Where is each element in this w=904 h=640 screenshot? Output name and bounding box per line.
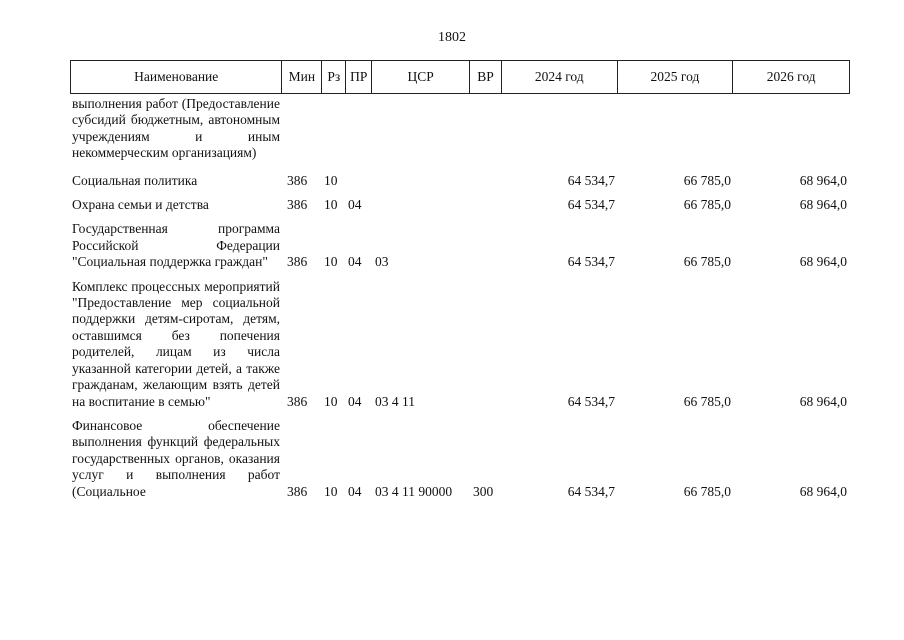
row-name: выполнения работ (Предоставление субсидий бюджетным, автономным учреждениям и иным некоммерческим организациям) — [72, 96, 280, 161]
table-row — [70, 96, 850, 162]
header-vr: ВР — [470, 61, 502, 93]
row-2025: 66 785,0 — [683, 172, 731, 188]
header-pr: ПР — [346, 61, 372, 93]
row-min: 386 — [287, 172, 308, 188]
row-min: 386 — [287, 254, 308, 270]
row-rz: 10 — [324, 197, 338, 213]
row-2026: 68 964,0 — [799, 197, 847, 213]
row-2026: 68 964,0 — [799, 172, 847, 188]
table-row — [70, 173, 850, 189]
header-min: Мин — [282, 61, 322, 93]
row-min: 386 — [287, 393, 308, 409]
header-name: Наименование — [71, 61, 282, 93]
row-2024: 64 534,7 — [567, 393, 615, 409]
row-vr: 300 — [473, 483, 494, 499]
row-2025: 66 785,0 — [683, 197, 731, 213]
table-row — [70, 197, 850, 213]
header-2024: 2024 год — [502, 61, 618, 93]
row-name: Комплекс процессных мероприятий "Предоставление мер социальной поддержки детям-сиротам, детям, оставшимся без попечения родителей, лицам из числа указанной категории детей, а также гражданам, желающим взять детей на воспитание в семью" — [72, 278, 280, 409]
row-2024: 64 534,7 — [567, 254, 615, 270]
row-2026: 68 964,0 — [799, 254, 847, 270]
table-row — [70, 221, 850, 270]
row-2024: 64 534,7 — [567, 483, 615, 499]
row-2024: 64 534,7 — [567, 197, 615, 213]
row-2024: 64 534,7 — [567, 172, 615, 188]
row-rz: 10 — [324, 172, 338, 188]
row-2026: 68 964,0 — [799, 483, 847, 499]
table-body — [70, 96, 850, 500]
row-min: 386 — [287, 197, 308, 213]
row-name: Государственная программа Российской Федерации "Социальная поддержка граждан" — [72, 221, 280, 270]
row-pr: 04 — [348, 483, 362, 499]
row-pr: 04 — [348, 393, 362, 409]
header-rz: Рз — [322, 61, 346, 93]
row-pr: 04 — [348, 254, 362, 270]
row-name: Охрана семьи и детства — [72, 197, 209, 213]
table-row — [70, 279, 850, 410]
header-2025: 2025 год — [618, 61, 734, 93]
row-2025: 66 785,0 — [683, 483, 731, 499]
row-rz: 10 — [324, 393, 338, 409]
table-row — [70, 418, 850, 500]
row-name: Финансовое обеспечение выполнения функций федеральных государственных органов, оказания услуг и выполнения работ (Социальное — [72, 417, 280, 499]
row-name: Социальная политика — [72, 172, 198, 188]
header-2026: 2026 год — [766, 69, 816, 84]
header-csr: ЦСР — [372, 61, 470, 93]
table-header — [70, 60, 850, 94]
row-pr: 04 — [348, 197, 362, 213]
row-2025: 66 785,0 — [683, 393, 731, 409]
row-min: 386 — [287, 483, 308, 499]
row-2026: 68 964,0 — [799, 393, 847, 409]
budget-table — [70, 60, 850, 508]
row-rz: 10 — [324, 254, 338, 270]
row-rz: 10 — [324, 483, 338, 499]
row-csr: 03 — [375, 254, 389, 270]
row-csr: 03 4 11 — [375, 393, 415, 409]
row-2025: 66 785,0 — [683, 254, 731, 270]
row-csr: 03 4 11 90000 — [375, 483, 453, 499]
page-number: 1802 — [438, 30, 466, 45]
